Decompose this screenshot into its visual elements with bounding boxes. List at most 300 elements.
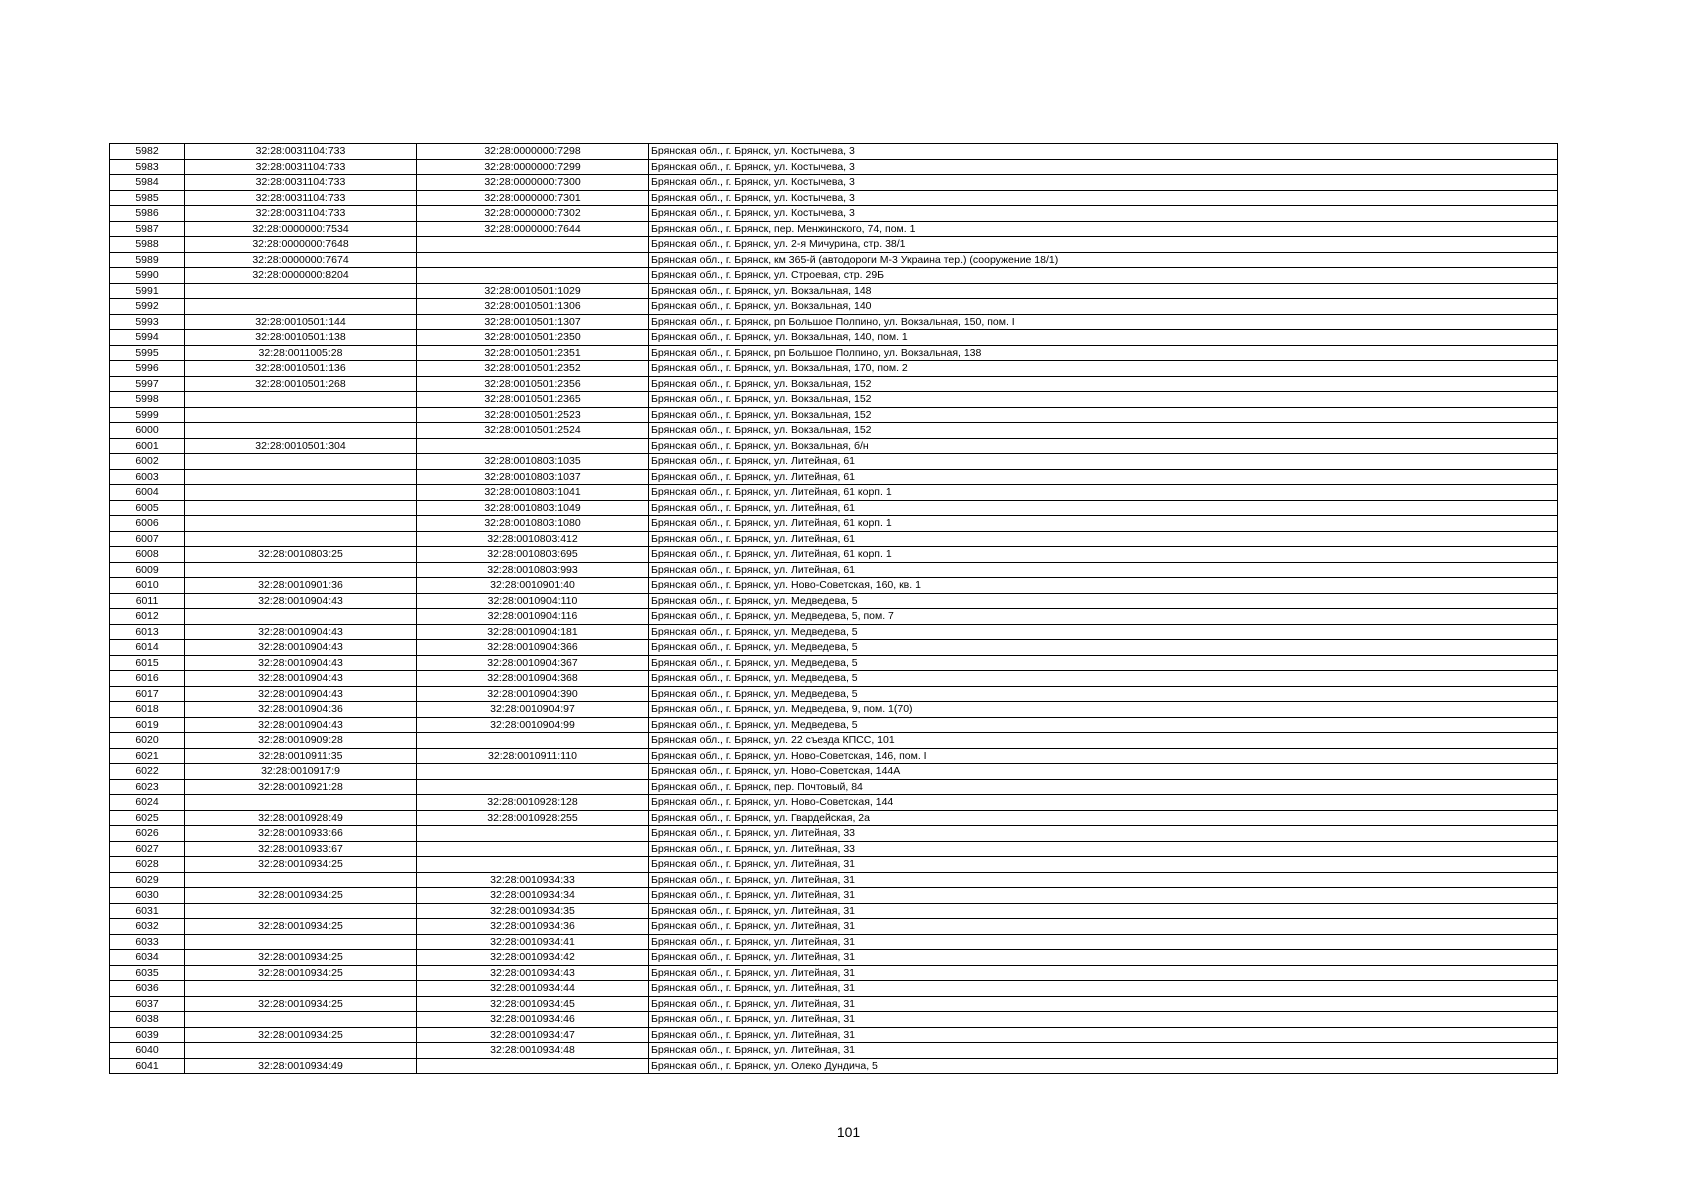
address-cell: Брянская обл., г. Брянск, ул. Гвардейская, 2а — [649, 810, 1558, 826]
parcel-cadastral-number-cell — [185, 516, 417, 532]
object-cadastral-number-cell: 32:28:0010501:2523 — [417, 407, 649, 423]
parcel-cadastral-number-cell: 32:28:0031104:733 — [185, 144, 417, 160]
address-cell: Брянская обл., г. Брянск, ул. Костычева, 3 — [649, 190, 1558, 206]
table-row — [110, 531, 1558, 547]
object-cadastral-number-cell: 32:28:0010904:368 — [417, 671, 649, 687]
object-cadastral-number-cell: 32:28:0010904:367 — [417, 655, 649, 671]
row-number-cell: 6025 — [110, 810, 185, 826]
row-number-cell: 6018 — [110, 702, 185, 718]
table-row — [110, 283, 1558, 299]
table-row — [110, 1058, 1558, 1074]
address-cell: Брянская обл., г. Брянск, ул. Костычева, 3 — [649, 159, 1558, 175]
row-number-cell: 5994 — [110, 330, 185, 346]
address-cell: Брянская обл., г. Брянск, ул. Строевая, стр. 29Б — [649, 268, 1558, 284]
row-number-cell: 5999 — [110, 407, 185, 423]
parcel-cadastral-number-cell — [185, 299, 417, 315]
address-cell: Брянская обл., г. Брянск, ул. Медведева, 5 — [649, 655, 1558, 671]
table-row — [110, 144, 1558, 160]
object-cadastral-number-cell: 32:28:0010501:1029 — [417, 283, 649, 299]
row-number-cell: 5989 — [110, 252, 185, 268]
object-cadastral-number-cell: 32:28:0010501:2365 — [417, 392, 649, 408]
object-cadastral-number-cell: 32:28:0010803:1041 — [417, 485, 649, 501]
parcel-cadastral-number-cell — [185, 500, 417, 516]
row-number-cell: 5992 — [110, 299, 185, 315]
row-number-cell: 6021 — [110, 748, 185, 764]
address-cell: Брянская обл., г. Брянск, ул. Литейная, 31 — [649, 903, 1558, 919]
parcel-cadastral-number-cell: 32:28:0010904:43 — [185, 640, 417, 656]
table-row — [110, 407, 1558, 423]
object-cadastral-number-cell: 32:28:0010803:1037 — [417, 469, 649, 485]
table-row — [110, 702, 1558, 718]
parcel-cadastral-number-cell: 32:28:0031104:733 — [185, 206, 417, 222]
table-row — [110, 686, 1558, 702]
parcel-cadastral-number-cell — [185, 934, 417, 950]
parcel-cadastral-number-cell: 32:28:0000000:7534 — [185, 221, 417, 237]
row-number-cell: 5998 — [110, 392, 185, 408]
table-row — [110, 872, 1558, 888]
object-cadastral-number-cell: 32:28:0000000:7299 — [417, 159, 649, 175]
address-cell: Брянская обл., г. Брянск, ул. Медведева, 5 — [649, 671, 1558, 687]
object-cadastral-number-cell: 32:28:0000000:7301 — [417, 190, 649, 206]
parcel-cadastral-number-cell: 32:28:0010904:43 — [185, 671, 417, 687]
row-number-cell: 6014 — [110, 640, 185, 656]
address-cell: Брянская обл., г. Брянск, ул. Литейная, 31 — [649, 934, 1558, 950]
address-cell: Брянская обл., г. Брянск, пер. Менжинского, 74, пом. 1 — [649, 221, 1558, 237]
object-cadastral-number-cell: 32:28:0010803:1035 — [417, 454, 649, 470]
row-number-cell: 6024 — [110, 795, 185, 811]
table-row — [110, 671, 1558, 687]
address-cell: Брянская обл., г. Брянск, ул. Литейная, 31 — [649, 965, 1558, 981]
row-number-cell: 5990 — [110, 268, 185, 284]
row-number-cell: 6017 — [110, 686, 185, 702]
table-row — [110, 1012, 1558, 1028]
row-number-cell: 6005 — [110, 500, 185, 516]
parcel-cadastral-number-cell — [185, 485, 417, 501]
table-row — [110, 593, 1558, 609]
address-cell: Брянская обл., г. Брянск, ул. Литейная, 31 — [649, 950, 1558, 966]
parcel-cadastral-number-cell: 32:28:0010501:138 — [185, 330, 417, 346]
address-cell: Брянская обл., г. Брянск, ул. Литейная, 61 — [649, 469, 1558, 485]
parcel-cadastral-number-cell: 32:28:0000000:7674 — [185, 252, 417, 268]
parcel-cadastral-number-cell: 32:28:0010904:43 — [185, 655, 417, 671]
parcel-cadastral-number-cell: 32:28:0010501:136 — [185, 361, 417, 377]
object-cadastral-number-cell: 32:28:0010934:42 — [417, 950, 649, 966]
table-row — [110, 500, 1558, 516]
table-row — [110, 826, 1558, 842]
row-number-cell: 5996 — [110, 361, 185, 377]
object-cadastral-number-cell: 32:28:0010934:45 — [417, 996, 649, 1012]
address-cell: Брянская обл., г. Брянск, ул. Литейная, 31 — [649, 888, 1558, 904]
object-cadastral-number-cell: 32:28:0010928:255 — [417, 810, 649, 826]
address-cell: Брянская обл., г. Брянск, ул. 2-я Мичурина, стр. 38/1 — [649, 237, 1558, 253]
address-cell: Брянская обл., г. Брянск, ул. Медведева, 5 — [649, 717, 1558, 733]
table-row — [110, 345, 1558, 361]
object-cadastral-number-cell — [417, 764, 649, 780]
table-row — [110, 857, 1558, 873]
parcel-cadastral-number-cell: 32:28:0010933:67 — [185, 841, 417, 857]
object-cadastral-number-cell: 32:28:0010928:128 — [417, 795, 649, 811]
address-cell: Брянская обл., г. Брянск, ул. Литейная, 31 — [649, 1043, 1558, 1059]
row-number-cell: 6008 — [110, 547, 185, 563]
parcel-cadastral-number-cell — [185, 872, 417, 888]
parcel-cadastral-number-cell — [185, 795, 417, 811]
address-cell: Брянская обл., г. Брянск, ул. Литейная, 61 корп. 1 — [649, 516, 1558, 532]
table-row — [110, 748, 1558, 764]
row-number-cell: 6003 — [110, 469, 185, 485]
parcel-cadastral-number-cell: 32:28:0010904:43 — [185, 717, 417, 733]
row-number-cell: 6030 — [110, 888, 185, 904]
row-number-cell: 6007 — [110, 531, 185, 547]
row-number-cell: 6034 — [110, 950, 185, 966]
address-cell: Брянская обл., г. Брянск, км 365-й (автодороги М-3 Украина тер.) (сооружение 18/1) — [649, 252, 1558, 268]
row-number-cell: 6015 — [110, 655, 185, 671]
address-cell: Брянская обл., г. Брянск, ул. Медведева, 5, пом. 7 — [649, 609, 1558, 625]
table-row — [110, 764, 1558, 780]
object-cadastral-number-cell: 32:28:0010803:993 — [417, 562, 649, 578]
table-row — [110, 469, 1558, 485]
table-row — [110, 950, 1558, 966]
row-number-cell: 5984 — [110, 175, 185, 191]
object-cadastral-number-cell: 32:28:0000000:7302 — [417, 206, 649, 222]
object-cadastral-number-cell: 32:28:0010934:44 — [417, 981, 649, 997]
object-cadastral-number-cell — [417, 252, 649, 268]
table-row — [110, 547, 1558, 563]
address-cell: Брянская обл., г. Брянск, ул. Литейная, 31 — [649, 857, 1558, 873]
row-number-cell: 6036 — [110, 981, 185, 997]
address-cell: Брянская обл., г. Брянск, ул. Медведева, 5 — [649, 593, 1558, 609]
address-cell: Брянская обл., г. Брянск, ул. Литейная, 61 — [649, 531, 1558, 547]
table-row — [110, 609, 1558, 625]
row-number-cell: 6020 — [110, 733, 185, 749]
row-number-cell: 5988 — [110, 237, 185, 253]
object-cadastral-number-cell: 32:28:0010501:2524 — [417, 423, 649, 439]
object-cadastral-number-cell: 32:28:0010803:1049 — [417, 500, 649, 516]
address-cell: Брянская обл., г. Брянск, ул. Литейная, 61 — [649, 562, 1558, 578]
row-number-cell: 6016 — [110, 671, 185, 687]
address-cell: Брянская обл., г. Брянск, ул. Вокзальная, 152 — [649, 376, 1558, 392]
object-cadastral-number-cell: 32:28:0010501:2356 — [417, 376, 649, 392]
parcel-cadastral-number-cell: 32:28:0000000:8204 — [185, 268, 417, 284]
table-row — [110, 330, 1558, 346]
parcel-cadastral-number-cell — [185, 1043, 417, 1059]
registry-table-body — [110, 144, 1558, 1074]
address-cell: Брянская обл., г. Брянск, ул. Литейная, 33 — [649, 841, 1558, 857]
row-number-cell: 6000 — [110, 423, 185, 439]
table-row — [110, 376, 1558, 392]
address-cell: Брянская обл., г. Брянск, ул. Медведева, 5 — [649, 640, 1558, 656]
table-row — [110, 1027, 1558, 1043]
row-number-cell: 6037 — [110, 996, 185, 1012]
parcel-cadastral-number-cell: 32:28:0031104:733 — [185, 175, 417, 191]
parcel-cadastral-number-cell: 32:28:0010917:9 — [185, 764, 417, 780]
address-cell: Брянская обл., г. Брянск, рп Большое Полпино, ул. Вокзальная, 150, пом. I — [649, 314, 1558, 330]
table-row — [110, 624, 1558, 640]
parcel-cadastral-number-cell — [185, 1012, 417, 1028]
parcel-cadastral-number-cell: 32:28:0011005:28 — [185, 345, 417, 361]
object-cadastral-number-cell: 32:28:0010934:46 — [417, 1012, 649, 1028]
row-number-cell: 6028 — [110, 857, 185, 873]
table-row — [110, 903, 1558, 919]
row-number-cell: 6002 — [110, 454, 185, 470]
table-row — [110, 934, 1558, 950]
object-cadastral-number-cell: 32:28:0010901:40 — [417, 578, 649, 594]
row-number-cell: 6032 — [110, 919, 185, 935]
parcel-cadastral-number-cell: 32:28:0010934:25 — [185, 1027, 417, 1043]
table-row — [110, 919, 1558, 935]
row-number-cell: 5985 — [110, 190, 185, 206]
parcel-cadastral-number-cell: 32:28:0031104:733 — [185, 159, 417, 175]
table-row — [110, 299, 1558, 315]
object-cadastral-number-cell — [417, 857, 649, 873]
object-cadastral-number-cell: 32:28:0010501:1307 — [417, 314, 649, 330]
table-row — [110, 516, 1558, 532]
address-cell: Брянская обл., г. Брянск, ул. Вокзальная, 152 — [649, 407, 1558, 423]
row-number-cell: 6031 — [110, 903, 185, 919]
row-number-cell: 6001 — [110, 438, 185, 454]
address-cell: Брянская обл., г. Брянск, ул. Литейная, 31 — [649, 919, 1558, 935]
object-cadastral-number-cell: 32:28:0010934:35 — [417, 903, 649, 919]
object-cadastral-number-cell: 32:28:0010803:412 — [417, 531, 649, 547]
table-row — [110, 562, 1558, 578]
table-row — [110, 206, 1558, 222]
address-cell: Брянская обл., г. Брянск, ул. Олеко Дундича, 5 — [649, 1058, 1558, 1074]
address-cell: Брянская обл., г. Брянск, ул. Вокзальная, 170, пом. 2 — [649, 361, 1558, 377]
parcel-cadastral-number-cell — [185, 423, 417, 439]
row-number-cell: 5987 — [110, 221, 185, 237]
row-number-cell: 5983 — [110, 159, 185, 175]
row-number-cell: 6006 — [110, 516, 185, 532]
object-cadastral-number-cell: 32:28:0010501:1306 — [417, 299, 649, 315]
object-cadastral-number-cell: 32:28:0010501:2352 — [417, 361, 649, 377]
row-number-cell: 6035 — [110, 965, 185, 981]
row-number-cell: 6011 — [110, 593, 185, 609]
parcel-cadastral-number-cell: 32:28:0010934:25 — [185, 857, 417, 873]
address-cell: Брянская обл., г. Брянск, ул. Литейная, 61 корп. 1 — [649, 485, 1558, 501]
table-row — [110, 485, 1558, 501]
address-cell: Брянская обл., г. Брянск, ул. Вокзальная, 152 — [649, 423, 1558, 439]
table-row — [110, 996, 1558, 1012]
table-row — [110, 190, 1558, 206]
address-cell: Брянская обл., г. Брянск, ул. Литейная, 31 — [649, 1027, 1558, 1043]
object-cadastral-number-cell: 32:28:0010904:366 — [417, 640, 649, 656]
address-cell: Брянская обл., г. Брянск, ул. Медведева, 5 — [649, 624, 1558, 640]
row-number-cell: 6027 — [110, 841, 185, 857]
address-cell: Брянская обл., г. Брянск, ул. Литейная, 61 — [649, 454, 1558, 470]
address-cell: Брянская обл., г. Брянск, ул. Литейная, 31 — [649, 1012, 1558, 1028]
row-number-cell: 6038 — [110, 1012, 185, 1028]
table-row — [110, 361, 1558, 377]
object-cadastral-number-cell: 32:28:0010934:34 — [417, 888, 649, 904]
object-cadastral-number-cell: 32:28:0010501:2350 — [417, 330, 649, 346]
object-cadastral-number-cell — [417, 841, 649, 857]
object-cadastral-number-cell: 32:28:0010934:33 — [417, 872, 649, 888]
parcel-cadastral-number-cell: 32:28:0010803:25 — [185, 547, 417, 563]
address-cell: Брянская обл., г. Брянск, ул. Медведева, 9, пом. 1(70) — [649, 702, 1558, 718]
address-cell: Брянская обл., г. Брянск, ул. 22 съезда КПСС, 101 — [649, 733, 1558, 749]
table-row — [110, 795, 1558, 811]
parcel-cadastral-number-cell: 32:28:0010901:36 — [185, 578, 417, 594]
row-number-cell: 6041 — [110, 1058, 185, 1074]
table-row — [110, 888, 1558, 904]
object-cadastral-number-cell: 32:28:0010904:116 — [417, 609, 649, 625]
object-cadastral-number-cell — [417, 268, 649, 284]
object-cadastral-number-cell: 32:28:0010934:41 — [417, 934, 649, 950]
parcel-cadastral-number-cell: 32:28:0010934:49 — [185, 1058, 417, 1074]
parcel-cadastral-number-cell: 32:28:0031104:733 — [185, 190, 417, 206]
object-cadastral-number-cell: 32:28:0010904:390 — [417, 686, 649, 702]
object-cadastral-number-cell: 32:28:0010501:2351 — [417, 345, 649, 361]
table-row — [110, 268, 1558, 284]
parcel-cadastral-number-cell — [185, 981, 417, 997]
row-number-cell: 6013 — [110, 624, 185, 640]
address-cell: Брянская обл., г. Брянск, ул. Литейная, 31 — [649, 872, 1558, 888]
address-cell: Брянская обл., г. Брянск, ул. Ново-Советская, 144А — [649, 764, 1558, 780]
parcel-cadastral-number-cell — [185, 392, 417, 408]
address-cell: Брянская обл., г. Брянск, ул. Вокзальная, 152 — [649, 392, 1558, 408]
parcel-cadastral-number-cell: 32:28:0010904:43 — [185, 686, 417, 702]
table-row — [110, 314, 1558, 330]
table-row — [110, 717, 1558, 733]
object-cadastral-number-cell: 32:28:0010904:97 — [417, 702, 649, 718]
table-row — [110, 454, 1558, 470]
table-row — [110, 159, 1558, 175]
parcel-cadastral-number-cell: 32:28:0010934:25 — [185, 996, 417, 1012]
address-cell: Брянская обл., г. Брянск, ул. Костычева, 3 — [649, 175, 1558, 191]
parcel-cadastral-number-cell — [185, 407, 417, 423]
parcel-cadastral-number-cell — [185, 562, 417, 578]
row-number-cell: 6022 — [110, 764, 185, 780]
table-row — [110, 965, 1558, 981]
table-row — [110, 733, 1558, 749]
parcel-cadastral-number-cell: 32:28:0010501:304 — [185, 438, 417, 454]
table-row — [110, 841, 1558, 857]
page-number: 101 — [836, 1124, 861, 1140]
table-row — [110, 640, 1558, 656]
row-number-cell: 5982 — [110, 144, 185, 160]
parcel-cadastral-number-cell: 32:28:0010934:25 — [185, 950, 417, 966]
table-row — [110, 237, 1558, 253]
row-number-cell: 6039 — [110, 1027, 185, 1043]
address-cell: Брянская обл., г. Брянск, ул. Вокзальная, 148 — [649, 283, 1558, 299]
row-number-cell: 6019 — [110, 717, 185, 733]
object-cadastral-number-cell: 32:28:0010803:695 — [417, 547, 649, 563]
object-cadastral-number-cell: 32:28:0010803:1080 — [417, 516, 649, 532]
row-number-cell: 5997 — [110, 376, 185, 392]
object-cadastral-number-cell: 32:28:0000000:7300 — [417, 175, 649, 191]
parcel-cadastral-number-cell: 32:28:0010909:28 — [185, 733, 417, 749]
table-row — [110, 578, 1558, 594]
row-number-cell: 5993 — [110, 314, 185, 330]
address-cell: Брянская обл., г. Брянск, ул. Медведева, 5 — [649, 686, 1558, 702]
object-cadastral-number-cell — [417, 733, 649, 749]
parcel-cadastral-number-cell: 32:28:0000000:7648 — [185, 237, 417, 253]
row-number-cell: 5986 — [110, 206, 185, 222]
parcel-cadastral-number-cell — [185, 903, 417, 919]
object-cadastral-number-cell — [417, 826, 649, 842]
address-cell: Брянская обл., г. Брянск, ул. Литейная, 61 корп. 1 — [649, 547, 1558, 563]
object-cadastral-number-cell — [417, 779, 649, 795]
table-row — [110, 175, 1558, 191]
table-row — [110, 392, 1558, 408]
object-cadastral-number-cell: 32:28:0010904:110 — [417, 593, 649, 609]
parcel-cadastral-number-cell: 32:28:0010934:25 — [185, 888, 417, 904]
parcel-cadastral-number-cell: 32:28:0010928:49 — [185, 810, 417, 826]
table-row — [110, 438, 1558, 454]
object-cadastral-number-cell — [417, 237, 649, 253]
parcel-cadastral-number-cell: 32:28:0010911:35 — [185, 748, 417, 764]
row-number-cell: 5991 — [110, 283, 185, 299]
row-number-cell: 6026 — [110, 826, 185, 842]
table-row — [110, 1043, 1558, 1059]
object-cadastral-number-cell: 32:28:0010904:181 — [417, 624, 649, 640]
row-number-cell: 6012 — [110, 609, 185, 625]
table-row — [110, 423, 1558, 439]
object-cadastral-number-cell: 32:28:0010934:48 — [417, 1043, 649, 1059]
row-number-cell: 6004 — [110, 485, 185, 501]
address-cell: Брянская обл., г. Брянск, ул. Ново-Советская, 144 — [649, 795, 1558, 811]
row-number-cell: 6009 — [110, 562, 185, 578]
object-cadastral-number-cell: 32:28:0010911:110 — [417, 748, 649, 764]
parcel-cadastral-number-cell: 32:28:0010934:25 — [185, 965, 417, 981]
row-number-cell: 5995 — [110, 345, 185, 361]
address-cell: Брянская обл., г. Брянск, ул. Вокзальная, 140, пом. 1 — [649, 330, 1558, 346]
parcel-cadastral-number-cell: 32:28:0010904:36 — [185, 702, 417, 718]
object-cadastral-number-cell: 32:28:0000000:7298 — [417, 144, 649, 160]
parcel-cadastral-number-cell — [185, 531, 417, 547]
object-cadastral-number-cell — [417, 1058, 649, 1074]
table-row — [110, 810, 1558, 826]
table-row — [110, 981, 1558, 997]
table-row — [110, 252, 1558, 268]
address-cell: Брянская обл., г. Брянск, рп Большое Полпино, ул. Вокзальная, 138 — [649, 345, 1558, 361]
address-cell: Брянская обл., г. Брянск, ул. Костычева, 3 — [649, 144, 1558, 160]
address-cell: Брянская обл., г. Брянск, ул. Костычева, 3 — [649, 206, 1558, 222]
address-cell: Брянская обл., г. Брянск, ул. Вокзальная, 140 — [649, 299, 1558, 315]
address-cell: Брянская обл., г. Брянск, ул. Литейная, 31 — [649, 996, 1558, 1012]
row-number-cell: 6023 — [110, 779, 185, 795]
parcel-cadastral-number-cell: 32:28:0010934:25 — [185, 919, 417, 935]
address-cell: Брянская обл., г. Брянск, ул. Литейная, 31 — [649, 981, 1558, 997]
parcel-cadastral-number-cell: 32:28:0010904:43 — [185, 624, 417, 640]
row-number-cell: 6010 — [110, 578, 185, 594]
address-cell: Брянская обл., г. Брянск, ул. Ново-Советская, 146, пом. I — [649, 748, 1558, 764]
row-number-cell: 6029 — [110, 872, 185, 888]
object-cadastral-number-cell: 32:28:0000000:7644 — [417, 221, 649, 237]
address-cell: Брянская обл., г. Брянск, пер. Почтовый, 84 — [649, 779, 1558, 795]
parcel-cadastral-number-cell: 32:28:0010933:66 — [185, 826, 417, 842]
registry-table — [109, 143, 1558, 1074]
address-cell: Брянская обл., г. Брянск, ул. Литейная, 61 — [649, 500, 1558, 516]
table-row — [110, 779, 1558, 795]
parcel-cadastral-number-cell — [185, 469, 417, 485]
parcel-cadastral-number-cell: 32:28:0010501:268 — [185, 376, 417, 392]
parcel-cadastral-number-cell: 32:28:0010904:43 — [185, 593, 417, 609]
table-row — [110, 655, 1558, 671]
object-cadastral-number-cell: 32:28:0010934:43 — [417, 965, 649, 981]
row-number-cell: 6033 — [110, 934, 185, 950]
table-row — [110, 221, 1558, 237]
parcel-cadastral-number-cell: 32:28:0010921:28 — [185, 779, 417, 795]
parcel-cadastral-number-cell: 32:28:0010501:144 — [185, 314, 417, 330]
object-cadastral-number-cell: 32:28:0010934:47 — [417, 1027, 649, 1043]
address-cell: Брянская обл., г. Брянск, ул. Литейная, 33 — [649, 826, 1558, 842]
address-cell: Брянская обл., г. Брянск, ул. Ново-Советская, 160, кв. 1 — [649, 578, 1558, 594]
object-cadastral-number-cell: 32:28:0010904:99 — [417, 717, 649, 733]
object-cadastral-number-cell — [417, 438, 649, 454]
parcel-cadastral-number-cell — [185, 454, 417, 470]
object-cadastral-number-cell: 32:28:0010934:36 — [417, 919, 649, 935]
row-number-cell: 6040 — [110, 1043, 185, 1059]
